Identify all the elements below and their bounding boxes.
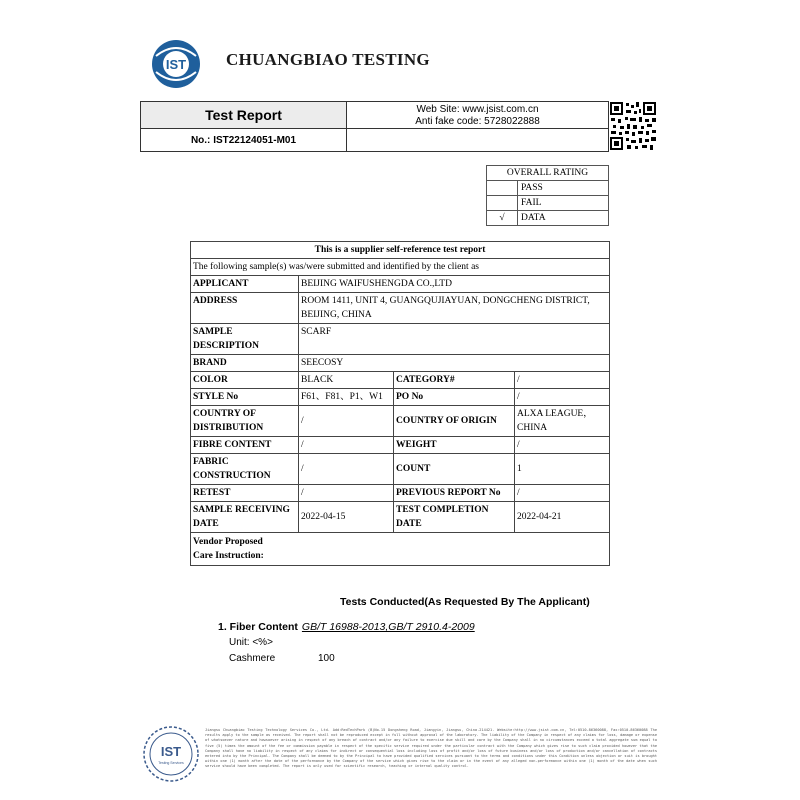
report-header-box <box>140 101 609 152</box>
material-name: Cashmere <box>229 653 276 664</box>
legal-fine-print: Jiangsu Chuangbiao Testing Technology Services Co., Ltd. Add:RedTechPark (B)No.15 Dongsheng Road, Jiangyin, Jiangsu, China.214421. Website:http://www.jsist.com.cn, Tel:0510-86360088, Fax:0510-86360088 The results apply to the sample as received. The report shall not be reproduced except in full without approval of the laboratory. The liability of the Company in respect of any claims for loss, damage or expense of whatsoever nature and howsoever arising in respect of any breach of contract and/or any failure to exercise due skill and care by the Company shall in no circumstances exceed a total aggregate sum equal to five (5) times the amount of the fee or commission payable in respect of the specific service required under the particular contract with the Company which gives rise to such claim provided however that the Company shall have no liability in respect of any claims for indirect or consequential loss including loss of profit and/or loss of future business and/or loss of production and/or cancellation of contracts entered into by the Principal. The Company shall be deemed to by the Principal to have provided qualified services pursuant to the terms and conditions under this Condition unless objection or suit is brought within one (1) month after the date of the performance by the Company of the service which gives rise to the claim or in the event of any alleged non-performance within one (1) month of the date when such service should have been completed. The report is only used for scientific research, teaching or internal quality control. <box>205 728 657 769</box>
applicant-value: BEIJING WAIFUSHENGDA CO.,LTD <box>299 276 610 293</box>
rating-mark-checked: √ <box>487 211 518 226</box>
overall-rating-title: OVERALL RATING <box>487 166 609 181</box>
rating-label: DATA <box>518 211 609 226</box>
country-distribution-value: / <box>299 406 394 437</box>
rating-row-fail <box>487 196 609 211</box>
fabric-construction-label: FABRIC CONSTRUCTION <box>191 454 299 485</box>
count-value: 1 <box>515 454 610 485</box>
ist-logo <box>150 38 202 90</box>
fiber-standard-link[interactable]: GB/T 16988-2013,GB/T 2910.4-2009 <box>301 621 475 633</box>
fibre-content-label: FIBRE CONTENT <box>191 437 299 454</box>
count-label: COUNT <box>394 454 515 485</box>
sample-description-value: SCARF <box>299 324 610 355</box>
style-value: F61、F81、P1、W1 <box>299 389 394 406</box>
unit-text: Unit: <%> <box>229 637 273 648</box>
country-origin-value: ALXA LEAGUE，CHINA <box>515 406 610 437</box>
brand-value: SEECOSY <box>299 355 610 372</box>
material-value: 100 <box>318 653 335 664</box>
care-instruction-label: Vendor Proposed Care Instruction: <box>191 533 610 566</box>
fiber-content-label: 1. Fiber Content <box>218 621 298 633</box>
fabric-construction-value: / <box>299 454 394 485</box>
po-label: PO No <box>394 389 515 406</box>
weight-label: WEIGHT <box>394 437 515 454</box>
rating-row-pass <box>487 181 609 196</box>
color-label: COLOR <box>191 372 299 389</box>
color-value: BLACK <box>299 372 394 389</box>
rating-label: PASS <box>518 181 609 196</box>
previous-report-label: PREVIOUS REPORT No <box>394 485 515 502</box>
test-completion-date-value: 2022-04-21 <box>515 502 610 533</box>
applicant-label: APPLICANT <box>191 276 299 293</box>
svg-text:IST: IST <box>165 57 187 72</box>
address-value: ROOM 1411, UNIT 4, GUANGQUJIAYUAN, DONGCHENG DISTRICT, BEIJING, CHINA <box>299 293 610 324</box>
company-name: CHUANGBIAO TESTING <box>226 50 430 69</box>
country-origin-label: COUNTRY OF ORIGIN <box>394 406 515 437</box>
rating-mark <box>487 181 518 196</box>
report-web-info <box>347 102 608 129</box>
anti-fake-code: Anti fake code: 5728022888 <box>415 116 540 127</box>
sample-info-table <box>190 241 610 566</box>
footer-seal-logo <box>141 725 201 783</box>
address-label: ADDRESS <box>191 293 299 324</box>
rating-mark <box>487 196 518 211</box>
supplier-banner: This is a supplier self-reference test report <box>191 242 610 259</box>
country-distribution-label: COUNTRY OF DISTRIBUTION <box>191 406 299 437</box>
tests-conducted-title: Tests Conducted(As Requested By The Applicant) <box>340 596 590 608</box>
category-value: / <box>515 372 610 389</box>
qr-code-icon[interactable] <box>609 101 657 151</box>
weight-value: / <box>515 437 610 454</box>
report-title: Test Report <box>141 102 347 129</box>
rating-row-data <box>487 211 609 226</box>
brand-label: BRAND <box>191 355 299 372</box>
svg-text:IST: IST <box>160 744 182 759</box>
sample-receiving-date-value: 2022-04-15 <box>299 502 394 533</box>
previous-report-value: / <box>515 485 610 502</box>
category-label: CATEGORY# <box>394 372 515 389</box>
website-text: Web Site: www.jsist.com.cn <box>416 104 539 115</box>
fibre-content-value: / <box>299 437 394 454</box>
report-no-value: IST22124051-M01 <box>213 134 297 146</box>
overall-rating-table <box>486 165 609 226</box>
sample-receiving-date-label: SAMPLE RECEIVING DATE <box>191 502 299 533</box>
retest-value: / <box>299 485 394 502</box>
fiber-content-heading <box>218 621 475 633</box>
report-no-label: No.: <box>190 134 211 146</box>
svg-text:Testing Services: Testing Services <box>158 761 184 765</box>
sample-description-label: SAMPLE DESCRIPTION <box>191 324 299 355</box>
report-number <box>141 129 347 151</box>
rating-label: FAIL <box>518 196 609 211</box>
test-completion-date-label: TEST COMPLETION DATE <box>394 502 515 533</box>
style-label: STYLE No <box>191 389 299 406</box>
retest-label: RETEST <box>191 485 299 502</box>
intro-text: The following sample(s) was/were submitted and identified by the client as <box>191 259 610 276</box>
po-value: / <box>515 389 610 406</box>
